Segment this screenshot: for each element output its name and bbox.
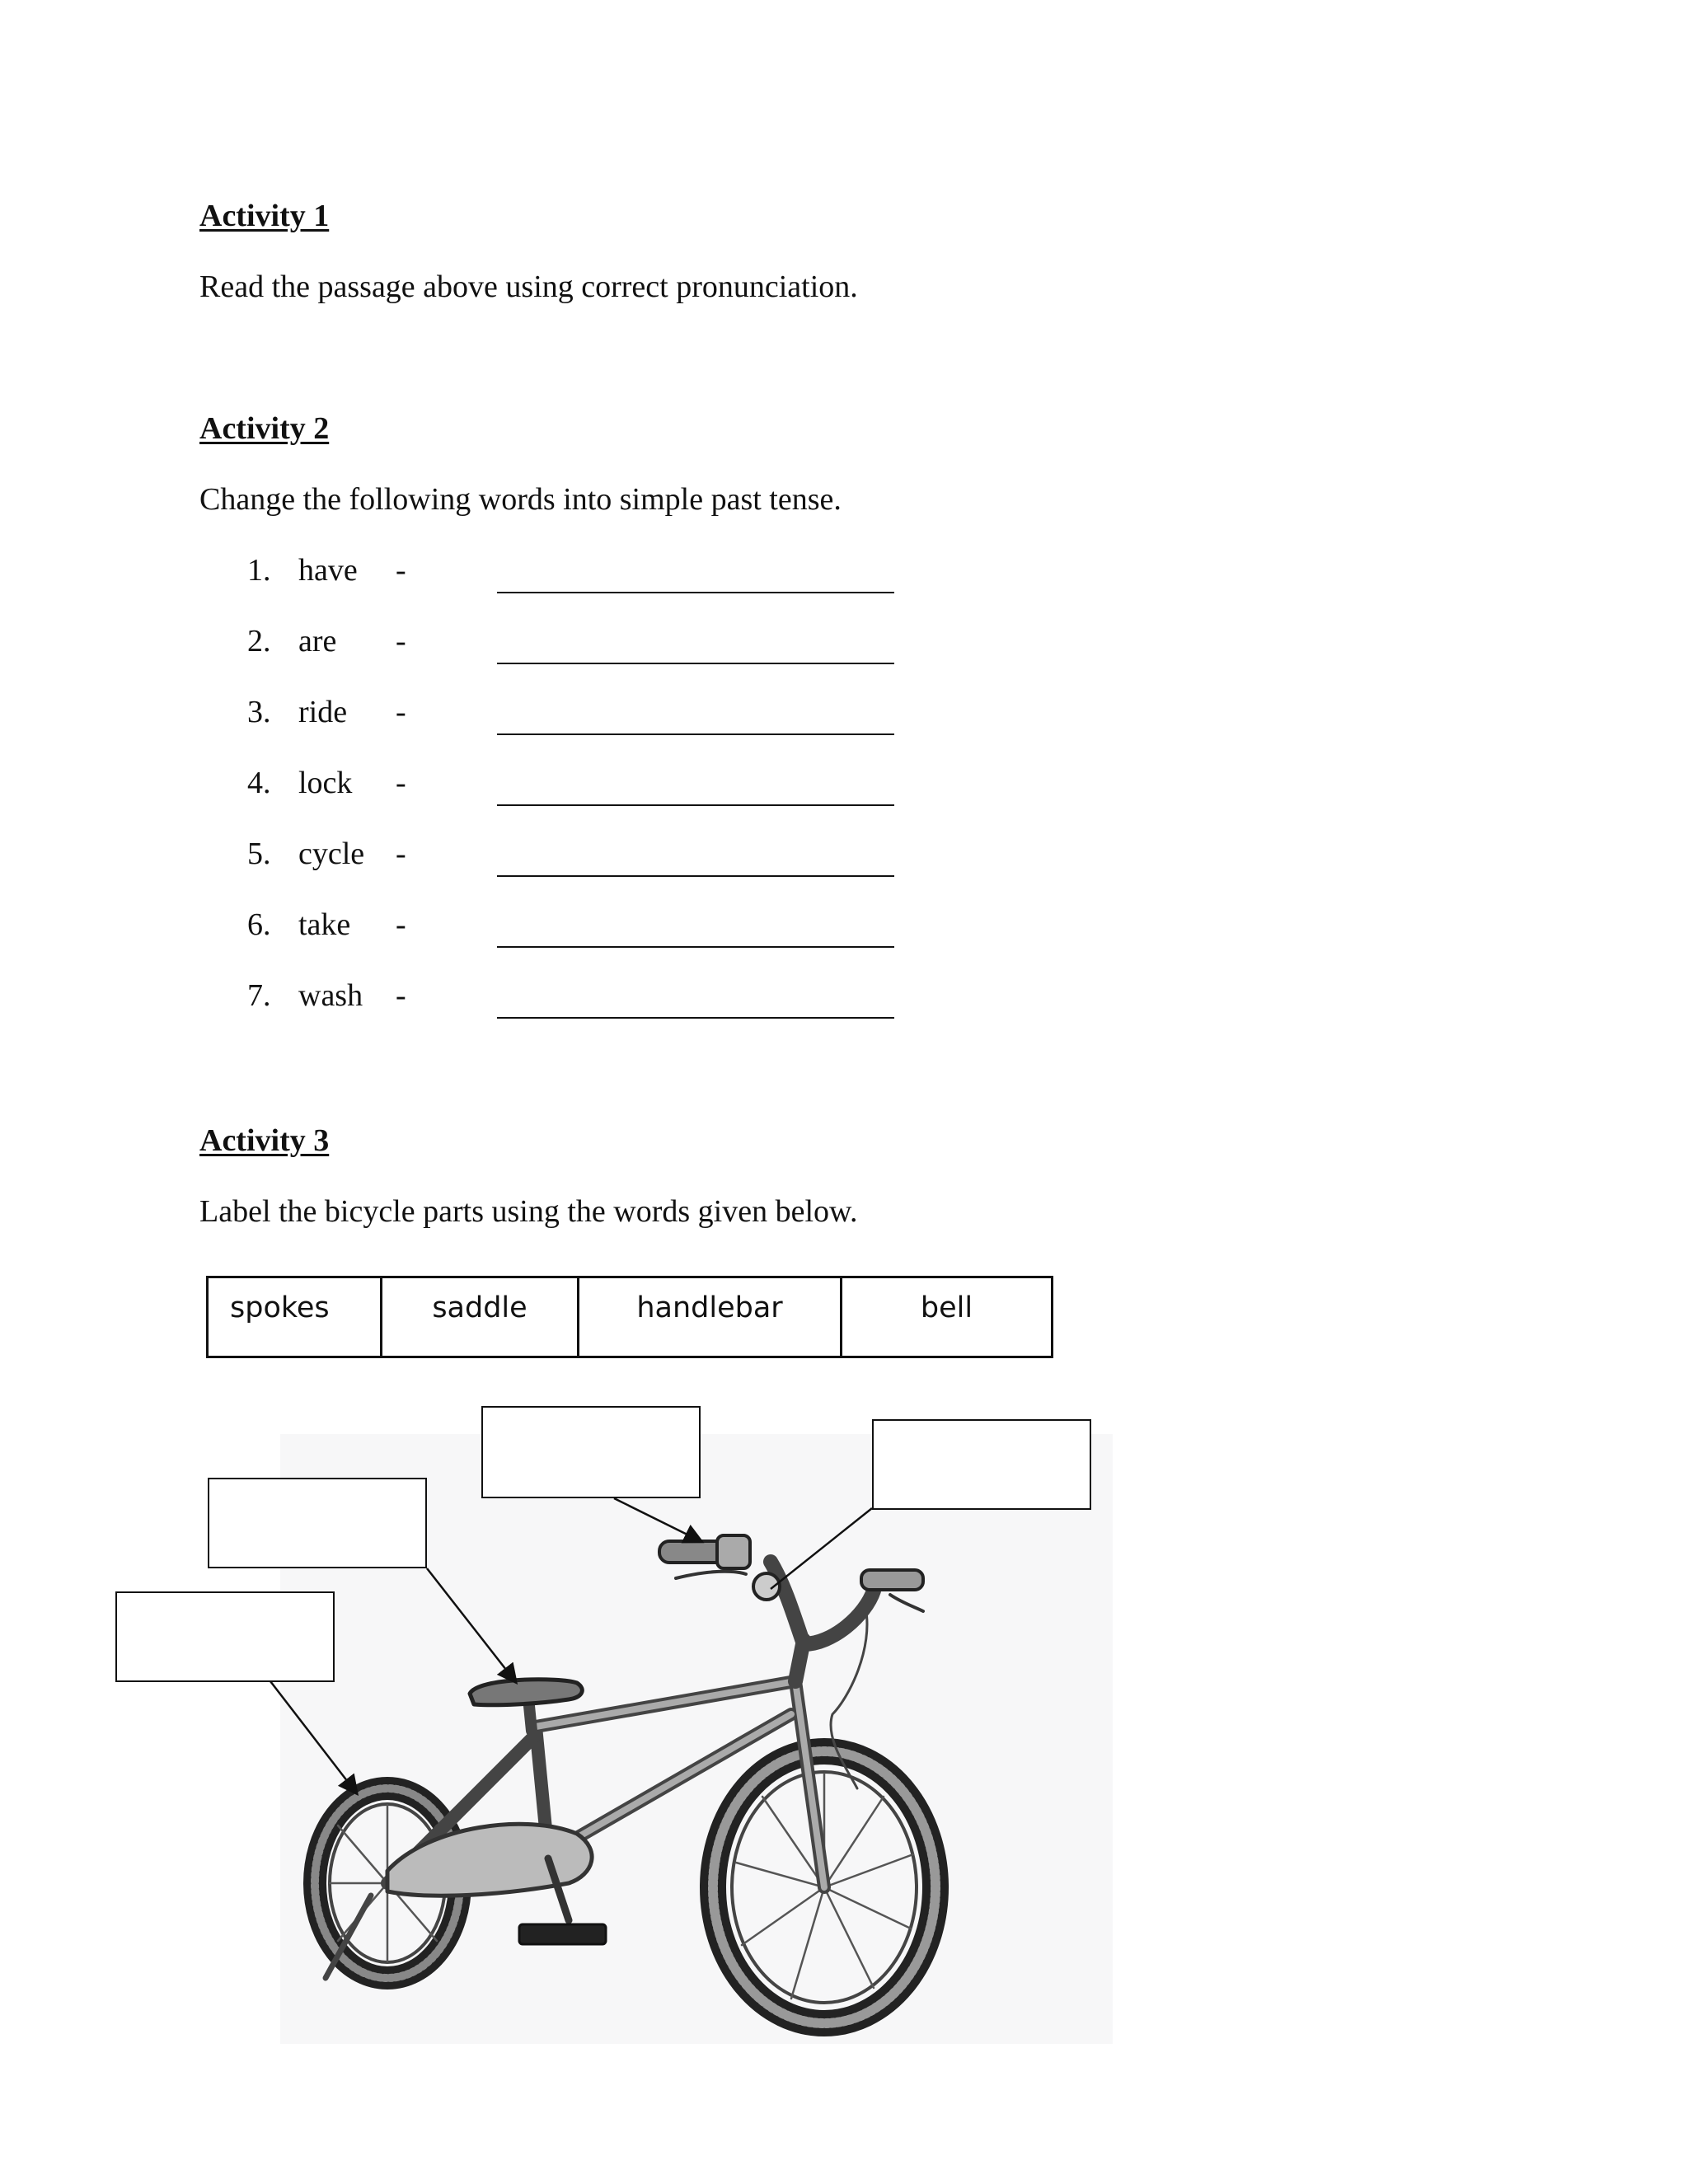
item-number: 4. (247, 766, 271, 800)
item-word: lock (298, 766, 353, 800)
word-bank-cell: spokes (208, 1277, 382, 1357)
label-box-bell[interactable] (872, 1419, 1091, 1510)
item-word: are (298, 624, 337, 658)
label-box-spokes[interactable] (115, 1591, 335, 1682)
label-box-saddle[interactable] (208, 1478, 427, 1568)
item-dash: - (396, 978, 406, 1013)
item-number: 5. (247, 837, 271, 871)
activity-1-instruction: Read the passage above using correct pronunciation. (199, 269, 858, 304)
item-number: 6. (247, 907, 271, 942)
item-dash: - (396, 766, 406, 800)
item-number: 1. (247, 553, 271, 588)
item-word: have (298, 553, 358, 588)
item-dash: - (396, 624, 406, 658)
activity-3-heading: Activity 3 (199, 1123, 330, 1158)
activity-2-instruction: Change the following words into simple past tense. (199, 482, 842, 517)
item-number: 2. (247, 624, 271, 658)
word-bank-cell: saddle (382, 1277, 579, 1357)
item-word: take (298, 907, 351, 942)
item-dash: - (396, 695, 406, 729)
word-bank-cell: handlebar (579, 1277, 842, 1357)
word-bank-cell: bell (842, 1277, 1053, 1357)
item-dash: - (396, 837, 406, 871)
activity-1-heading: Activity 1 (199, 199, 330, 233)
saddle (470, 1680, 582, 1705)
item-dash: - (396, 553, 406, 588)
item-number: 7. (247, 978, 271, 1013)
item-dash: - (396, 907, 406, 942)
item-word: ride (298, 695, 348, 729)
item-word: cycle (298, 837, 365, 871)
label-box-handlebar[interactable] (481, 1406, 701, 1498)
activity-3-instruction: Label the bicycle parts using the words given below. (199, 1194, 858, 1229)
item-word: wash (298, 978, 363, 1013)
bell (753, 1573, 780, 1600)
activity-2-heading: Activity 2 (199, 411, 330, 446)
item-number: 3. (247, 695, 271, 729)
